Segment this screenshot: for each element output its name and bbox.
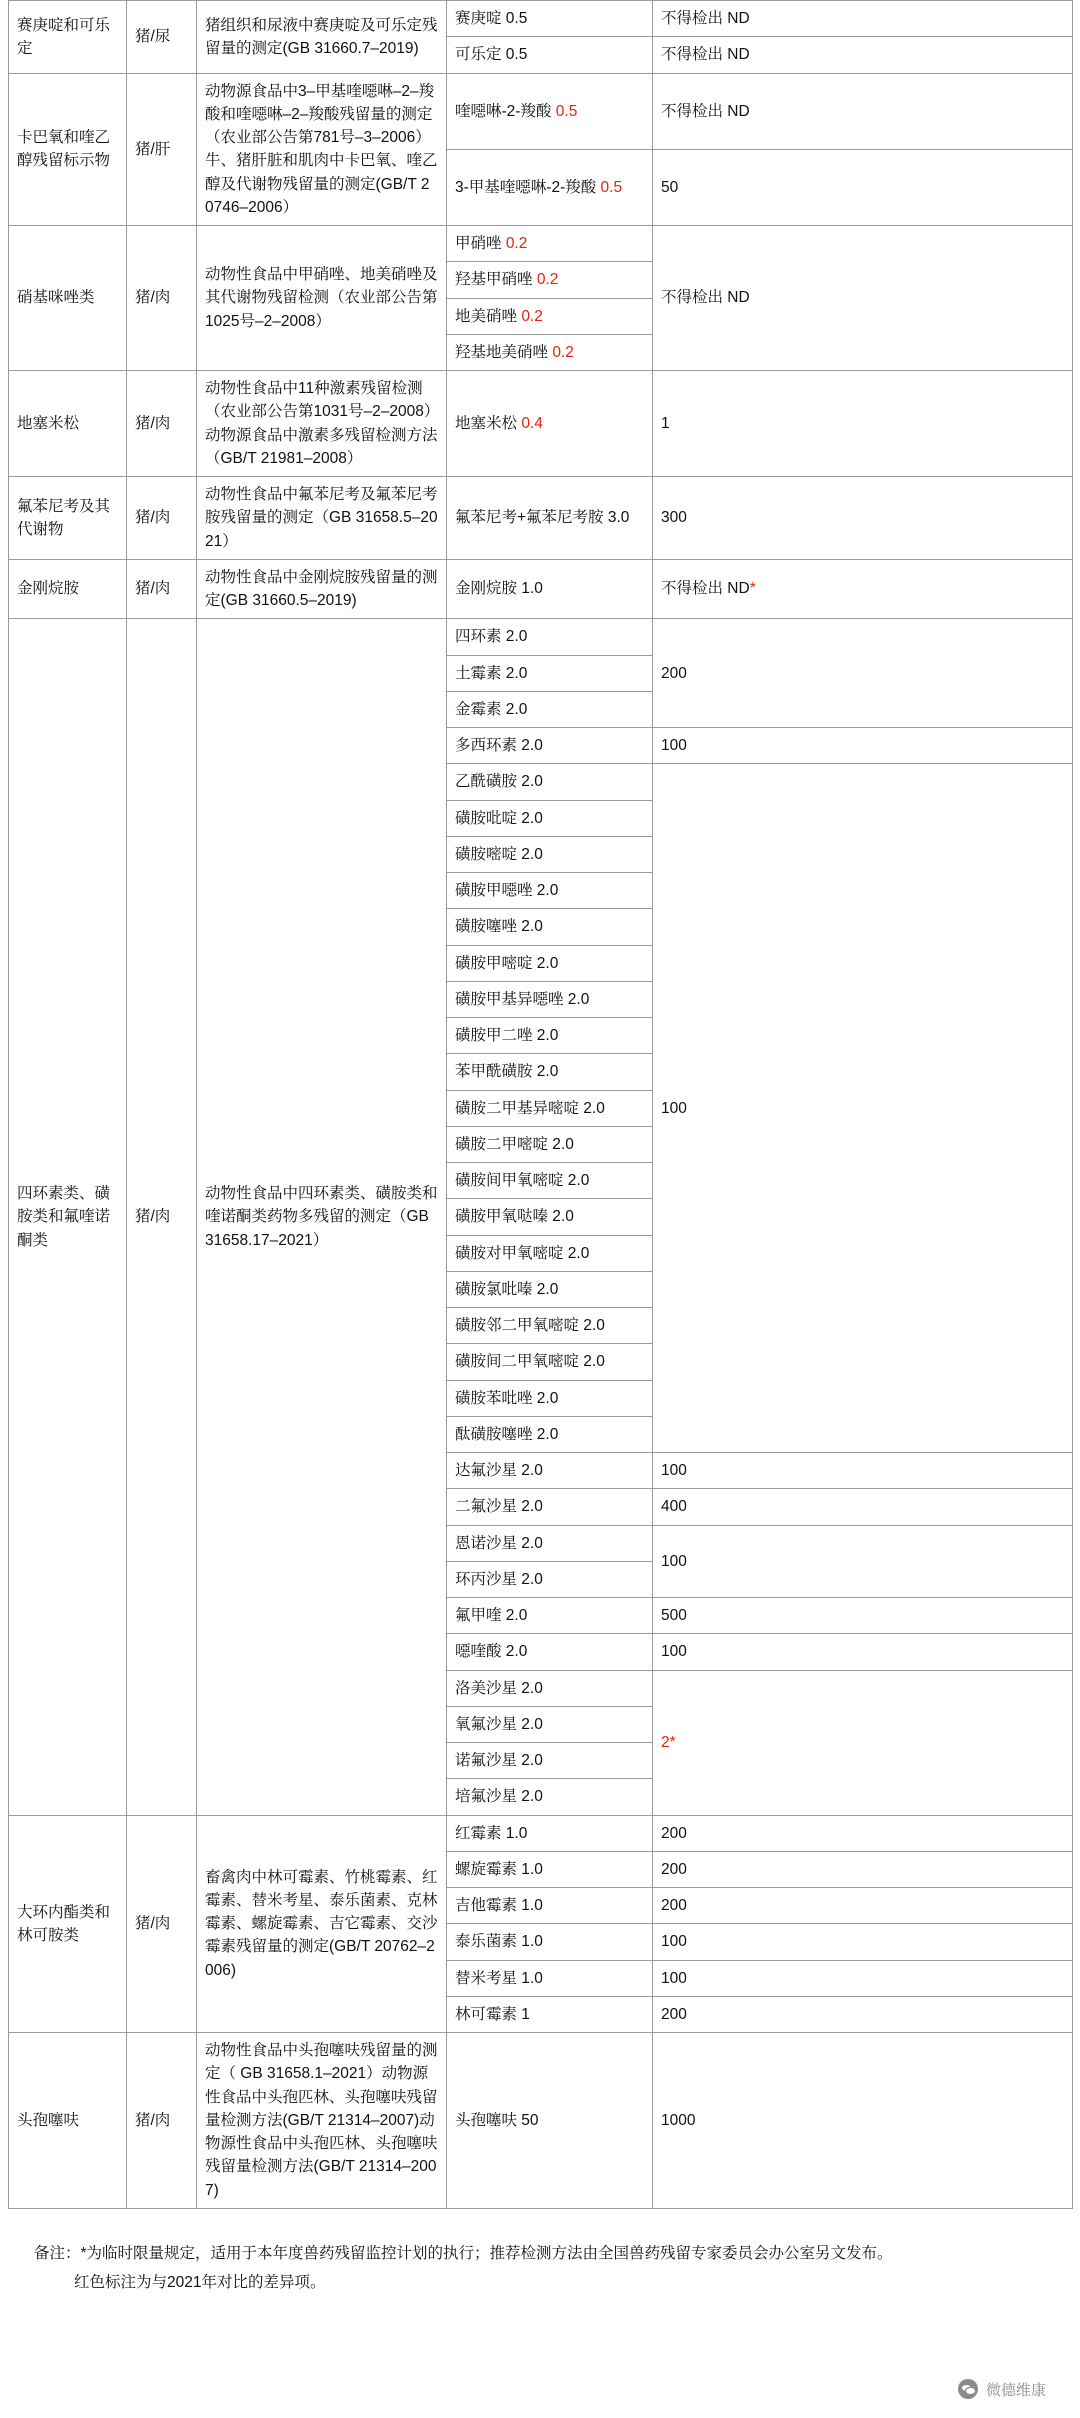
analyte-value-highlight: 0.4 — [521, 414, 543, 432]
category-cell: 金刚烷胺 — [9, 559, 127, 619]
method-cell: 动物源食品中3–甲基喹噁啉–2–羧酸和喹噁啉–2–羧酸残留量的测定（农业部公告第781号–3–2006）牛、猪肝脏和肌肉中卡巴氧、喹乙醇及代谢物残留量的测定(GB/T 20746–2006） — [197, 73, 447, 226]
analyte-cell: 乙酰磺胺 2.0 — [447, 764, 653, 800]
method-cell: 动物性食品中头孢噻呋残留量的测定（ GB 31658.1–2021）动物源性食品中头孢匹林、头孢噻呋残留量检测方法(GB/T 21314–2007)动物源性食品中头孢匹林、头孢噻呋残留量检测方法(GB/T 21314–2007) — [197, 2033, 447, 2209]
analyte-cell: 磺胺甲二唑 2.0 — [447, 1018, 653, 1054]
analyte-cell: 培氟沙星 2.0 — [447, 1779, 653, 1815]
limit-cell: 100 — [653, 764, 1073, 1453]
tissue-cell: 猪/尿 — [127, 1, 197, 74]
analyte-value-highlight: 0.5 — [555, 102, 578, 120]
limit-cell: 400 — [653, 1489, 1073, 1525]
analyte-cell: 磺胺二甲嘧啶 2.0 — [447, 1126, 653, 1162]
analyte-cell: 恩诺沙星 2.0 — [447, 1525, 653, 1561]
method-cell: 猪组织和尿液中赛庚啶及可乐定残留量的测定(GB 31660.7–2019) — [197, 1, 447, 74]
analyte-cell: 赛庚啶 0.5 — [447, 1, 653, 37]
analyte-cell: 金刚烷胺 1.0 — [447, 559, 653, 619]
analyte-cell: 磺胺甲噁唑 2.0 — [447, 873, 653, 909]
analyte-cell: 达氟沙星 2.0 — [447, 1453, 653, 1489]
method-cell: 动物性食品中四环素类、磺胺类和喹诺酮类药物多残留的测定（GB 31658.17–2021） — [197, 619, 447, 1815]
analyte-cell: 磺胺间二甲氧嘧啶 2.0 — [447, 1344, 653, 1380]
analyte-cell — [447, 262, 653, 298]
watermark-text: 微德维康 — [985, 2381, 1046, 2399]
limit-cell: 不得检出 ND — [653, 1, 1073, 37]
method-cell: 动物性食品中金刚烷胺残留量的测定(GB 31660.5–2019) — [197, 559, 447, 619]
analyte-cell: 林可霉素 1 — [447, 1996, 653, 2032]
tissue-cell: 猪/肉 — [127, 2033, 197, 2209]
limit-footnote-marker: * — [749, 580, 756, 598]
table-row — [9, 559, 1073, 619]
analyte-cell: 洛美沙星 2.0 — [447, 1670, 653, 1706]
analyte-cell: 金霉素 2.0 — [447, 691, 653, 727]
analyte-cell — [447, 149, 653, 225]
analyte-cell — [447, 334, 653, 370]
analyte-value-highlight: 0.2 — [552, 343, 574, 361]
tissue-cell: 猪/肝 — [127, 73, 197, 226]
analyte-cell: 磺胺甲基异噁唑 2.0 — [447, 981, 653, 1017]
analyte-cell: 磺胺二甲基异嘧啶 2.0 — [447, 1090, 653, 1126]
analyte-cell — [447, 371, 653, 477]
analyte-cell: 替米考星 1.0 — [447, 1960, 653, 1996]
analyte-cell: 环丙沙星 2.0 — [447, 1561, 653, 1597]
analyte-cell: 吉他霉素 1.0 — [447, 1888, 653, 1924]
method-cell: 动物性食品中氟苯尼考及氟苯尼考胺残留量的测定（GB 31658.5–2021） — [197, 477, 447, 560]
method-cell: 畜禽肉中林可霉素、竹桃霉素、红霉素、替米考星、泰乐菌素、克林霉素、螺旋霉素、吉它霉素、交沙霉素残留量的测定(GB/T 20762–2006) — [197, 1815, 447, 2033]
limit-cell: 200 — [653, 1851, 1073, 1887]
limit-cell: 100 — [653, 1924, 1073, 1960]
analyte-name: 喹噁啉-2-羧酸 — [455, 102, 556, 120]
tissue-cell: 猪/肉 — [127, 226, 197, 371]
analyte-cell: 氧氟沙星 2.0 — [447, 1706, 653, 1742]
analyte-cell — [447, 226, 653, 262]
footnote-line-2: 红色标注为与2021年对比的差异项。 — [74, 2274, 326, 2292]
table-row — [9, 2033, 1073, 2209]
limit-cell: 不得检出 ND — [653, 73, 1073, 149]
page-footer — [0, 2298, 1080, 2418]
analyte-name: 羟基地美硝唑 — [455, 343, 553, 361]
analyte-cell: 磺胺苯吡唑 2.0 — [447, 1380, 653, 1416]
table-row — [9, 477, 1073, 560]
analyte-cell: 氟苯尼考+氟苯尼考胺 3.0 — [447, 477, 653, 560]
table-row — [9, 371, 1073, 477]
analyte-value-highlight: 0.2 — [505, 235, 528, 252]
analyte-cell: 酞磺胺噻唑 2.0 — [447, 1416, 653, 1452]
residue-limits-table — [8, 0, 1073, 2209]
limit-cell: 200 — [653, 619, 1073, 728]
limit-cell: 100 — [653, 1960, 1073, 1996]
table-row — [9, 73, 1073, 149]
limit-cell: 100 — [653, 728, 1073, 764]
analyte-cell: 磺胺噻唑 2.0 — [447, 909, 653, 945]
analyte-cell: 头孢噻呋 50 — [447, 2033, 653, 2209]
limit-cell: 200 — [653, 1815, 1073, 1851]
analyte-cell: 多西环素 2.0 — [447, 728, 653, 764]
category-cell: 卡巴氧和喹乙醇残留标示物 — [9, 73, 127, 226]
analyte-name: 甲硝唑 — [455, 235, 506, 252]
method-cell: 动物性食品中11种激素残留检测（农业部公告第1031号–2–2008）动物源食品中激素多残留检测方法（GB/T 21981–2008） — [197, 371, 447, 477]
limit-cell: 不得检出 ND — [653, 37, 1073, 73]
table-row — [9, 619, 1073, 655]
limit-cell: 50 — [653, 149, 1073, 225]
analyte-cell: 螺旋霉素 1.0 — [447, 1851, 653, 1887]
analyte-cell: 红霉素 1.0 — [447, 1815, 653, 1851]
table-row — [9, 1, 1073, 37]
tissue-cell: 猪/肉 — [127, 371, 197, 477]
limit-cell: 不得检出 ND — [653, 226, 1073, 371]
analyte-cell: 磺胺甲氧哒嗪 2.0 — [447, 1199, 653, 1235]
limit-cell: 1000 — [653, 2033, 1073, 2209]
limit-cell: 100 — [653, 1453, 1073, 1489]
analyte-cell: 磺胺甲嘧啶 2.0 — [447, 945, 653, 981]
tissue-cell: 猪/肉 — [127, 1815, 197, 2033]
analyte-cell: 磺胺邻二甲氧嘧啶 2.0 — [447, 1308, 653, 1344]
category-cell: 地塞米松 — [9, 371, 127, 477]
analyte-cell: 二氟沙星 2.0 — [447, 1489, 653, 1525]
category-cell: 大环内酯类和林可胺类 — [9, 1815, 127, 2033]
analyte-cell: 四环素 2.0 — [447, 619, 653, 655]
analyte-cell: 磺胺间甲氧嘧啶 2.0 — [447, 1163, 653, 1199]
analyte-cell: 苯甲酰磺胺 2.0 — [447, 1054, 653, 1090]
analyte-cell: 磺胺氯吡嗪 2.0 — [447, 1271, 653, 1307]
tissue-cell: 猪/肉 — [127, 619, 197, 1815]
analyte-value-highlight: 0.5 — [600, 178, 623, 196]
limit-cell: 1 — [653, 371, 1073, 477]
analyte-cell: 噁喹酸 2.0 — [447, 1634, 653, 1670]
analyte-value-highlight: 0.2 — [536, 271, 559, 289]
limit-value: 不得检出 ND — [661, 580, 750, 598]
watermark — [958, 2379, 1046, 2400]
analyte-cell — [447, 298, 653, 334]
limit-cell: 200 — [653, 1996, 1073, 2032]
table-row — [9, 1815, 1073, 1851]
limit-cell: 100 — [653, 1525, 1073, 1598]
limit-cell: 300 — [653, 477, 1073, 560]
limit-cell — [653, 559, 1073, 619]
limit-cell: 200 — [653, 1888, 1073, 1924]
limit-cell: 2* — [653, 1670, 1073, 1815]
footnote-line-1: 备注：*为临时限量规定，适用于本年度兽药残留监控计划的执行；推荐检测方法由全国兽药残留专家委员会办公室另文发布。 — [34, 2244, 893, 2262]
category-cell: 赛庚啶和可乐定 — [9, 1, 127, 74]
category-cell: 头孢噻呋 — [9, 2033, 127, 2209]
category-cell: 氟苯尼考及其代谢物 — [9, 477, 127, 560]
table-row — [9, 226, 1073, 262]
limit-cell: 500 — [653, 1598, 1073, 1634]
analyte-cell: 土霉素 2.0 — [447, 655, 653, 691]
category-cell: 硝基咪唑类 — [9, 226, 127, 371]
footnotes — [34, 2239, 1046, 2298]
analyte-cell: 磺胺嘧啶 2.0 — [447, 836, 653, 872]
analyte-name: 羟基甲硝唑 — [455, 271, 537, 289]
analyte-cell: 氟甲喹 2.0 — [447, 1598, 653, 1634]
limit-cell: 100 — [653, 1634, 1073, 1670]
analyte-name: 地美硝唑 — [455, 307, 522, 325]
analyte-value-highlight: 0.2 — [521, 307, 543, 325]
tissue-cell: 猪/肉 — [127, 559, 197, 619]
tissue-cell: 猪/肉 — [127, 477, 197, 560]
analyte-cell: 诺氟沙星 2.0 — [447, 1743, 653, 1779]
analyte-cell: 可乐定 0.5 — [447, 37, 653, 73]
wechat-icon — [958, 2379, 978, 2399]
analyte-cell — [447, 73, 653, 149]
analyte-cell: 磺胺对甲氧嘧啶 2.0 — [447, 1235, 653, 1271]
category-cell: 四环素类、磺胺类和氟喹诺酮类 — [9, 619, 127, 1815]
analyte-cell: 磺胺吡啶 2.0 — [447, 800, 653, 836]
analyte-name: 地塞米松 — [455, 414, 522, 432]
analyte-name: 3-甲基喹噁啉-2-羧酸 — [455, 178, 601, 196]
analyte-cell: 泰乐菌素 1.0 — [447, 1924, 653, 1960]
method-cell: 动物性食品中甲硝唑、地美硝唑及其代谢物残留检测（农业部公告第1025号–2–2008） — [197, 226, 447, 371]
